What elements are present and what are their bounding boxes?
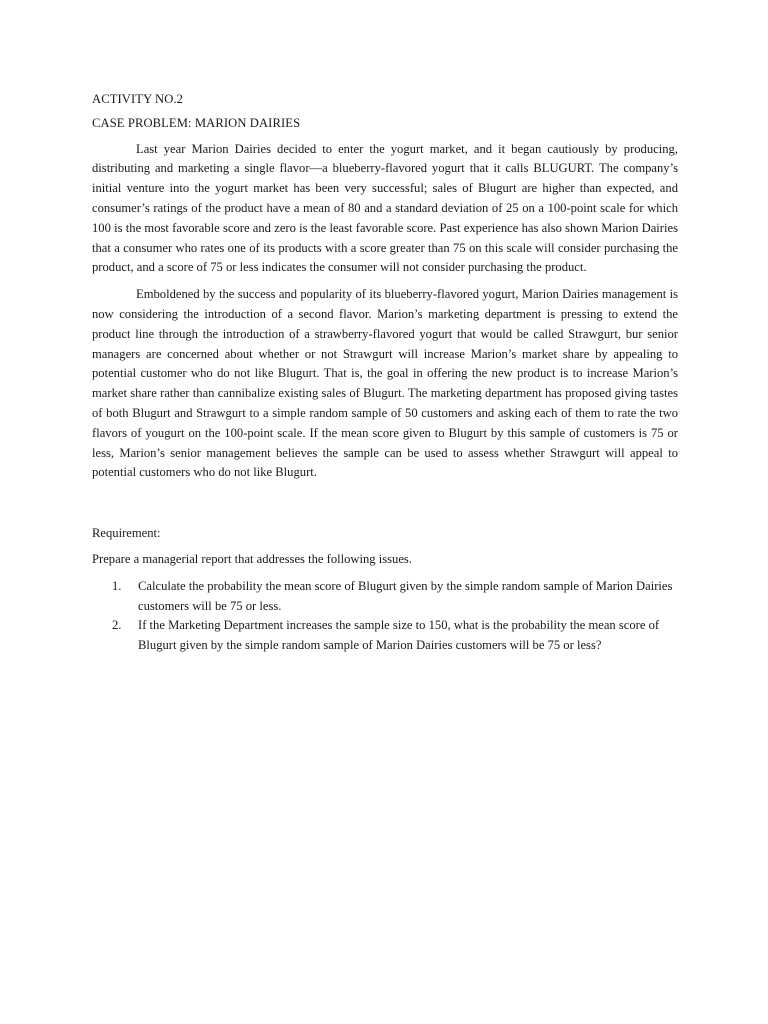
list-item-number: 2.: [112, 618, 122, 633]
paragraph-intro: Last year Marion Dairies decided to enter the yogurt market, and it began cautiously by producing, distributing and marketing a single flavor—a blueberry-flavored yogurt that it calls BLUGURT. The company’s initial venture into the yogurt market has been very successful; sales of Blugurt are higher than expected, and consumer’s ratings of the product have a mean of 80 and a standard deviation of 25 on a 100-point scale for which 100 is the most favorable score and zero is the least favorable score. Past experience has also shown Marion Dairies that a consumer who rates one of its products with a score greater than 75 on this scale will consider purchasing the product, and a score of 75 or less indicates the consumer will not consider purchasing the product.: [92, 141, 678, 275]
activity-title: ACTIVITY NO.2: [92, 92, 184, 106]
list-item-text: Calculate the probability the mean score of Blugurt given by the simple random sample of Marion Dairies customers will be 75 or less.: [138, 578, 673, 613]
instruction-text: Prepare a managerial report that addresses the following issues.: [92, 551, 412, 566]
list-item-text: If the Marketing Department increases the sample size to 150, what is the probability the mean score of Blugurt given by the simple random sample of Marion Dairies customers will be 75 or less?: [138, 618, 660, 653]
list-item: [92, 577, 678, 617]
requirement-label: Requirement:: [92, 526, 161, 541]
list-item: [92, 616, 678, 656]
list-item-number: 1.: [112, 578, 122, 593]
issues-list: [92, 577, 678, 656]
document-page: [92, 90, 678, 656]
case-title: CASE PROBLEM: MARION DAIRIES: [92, 115, 301, 130]
section-gap: [92, 490, 678, 524]
paragraph-strawgurt: Emboldened by the success and popularity of its blueberry-flavored yogurt, Marion Dairies management is now considering the introduction of a second flavor. Marion’s marketing department is pressing to extend the product line through the introduction of a strawberry-flavored yogurt that would be called Strawgurt, bur senior managers are concerned about whether or not Strawgurt will increase Marion’s market share by appealing to potential customer who do not like Blugurt. That is, the goal in offering the new product is to increase Marion’s market share rather than cannibalize existing sales of Blugurt. The marketing department has proposed giving tastes of both Blugurt and Strawgurt to a simple random sample of 50 customers and asking each of them to rate the two flavors of yougurt on the 100-point scale. If the mean score given to Blugurt by this sample of customers is 75 or less, Marion’s senior management believes the sample can be used to assess whether Strawgurt will appeal to potential customers who do not like Blugurt.: [92, 287, 678, 480]
